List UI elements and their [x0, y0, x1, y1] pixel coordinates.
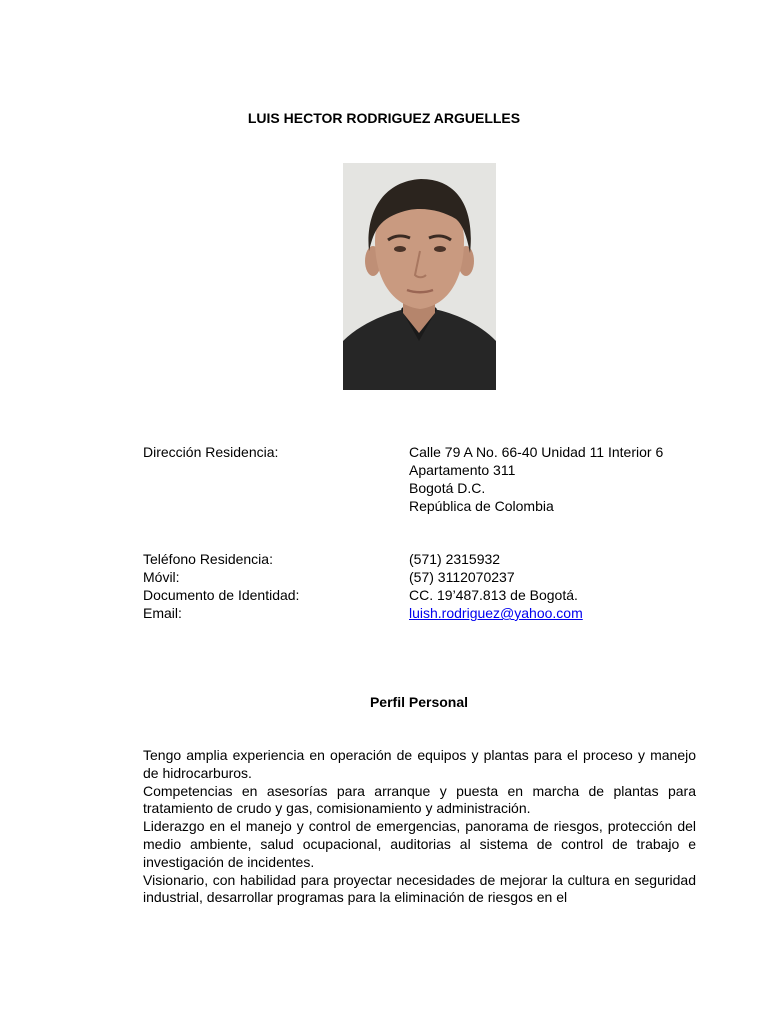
profile-paragraph: Liderazgo en el manejo y control de emergencias, panorama de riesgos, protección del medio ambiente, salud ocupacional, auditorias al sistema de control de trabajo e investigación de incidentes.	[143, 818, 696, 870]
id-document-row	[143, 586, 703, 604]
address-line: República de Colombia	[409, 498, 554, 514]
address-value	[409, 443, 703, 515]
address-row	[143, 443, 703, 515]
profile-paragraph: Visionario, con habilidad para proyectar necesidades de mejorar la cultura en seguridad industrial, desarrollar programas para la eliminación de riesgos en el	[143, 871, 696, 906]
profile-paragraph: Tengo amplia experiencia en operación de equipos y plantas para el proceso y manejo de hidrocarburos.	[143, 747, 696, 781]
profile-paragraph: Competencias en asesorías para arranque y puesta en marcha de plantas para tratamiento de crudo y gas, comisionamiento y administración.	[143, 782, 696, 817]
contact-block	[143, 550, 703, 622]
mobile-label: Móvil:	[143, 569, 180, 585]
address-line: Calle 79 A No. 66-40 Unidad 11 Interior 6	[409, 444, 664, 460]
address-block	[143, 443, 703, 515]
profile-section-title: Perfil Personal	[369, 694, 469, 710]
person-name: LUIS HECTOR RODRIGUEZ ARGUELLES	[247, 110, 521, 126]
address-line: Apartamento 311	[409, 462, 516, 478]
email-link[interactable]: luish.rodriguez@yahoo.com	[409, 605, 583, 621]
id-document-value: CC. 19’487.813 de Bogotá.	[409, 587, 578, 603]
profile-text	[143, 747, 696, 907]
mobile-value: (57) 3112070237	[409, 569, 515, 585]
portrait-illustration	[343, 163, 496, 390]
phone-label: Teléfono Residencia:	[143, 551, 273, 567]
profile-photo	[343, 163, 496, 390]
address-label: Dirección Residencia:	[143, 444, 279, 460]
phone-row	[143, 550, 703, 568]
id-document-label: Documento de Identidad:	[143, 587, 300, 603]
address-line: Bogotá D.C.	[409, 480, 486, 496]
phone-value: (571) 2315932	[409, 551, 501, 567]
mobile-row	[143, 568, 703, 586]
email-label: Email:	[143, 605, 182, 621]
email-row	[143, 604, 703, 622]
